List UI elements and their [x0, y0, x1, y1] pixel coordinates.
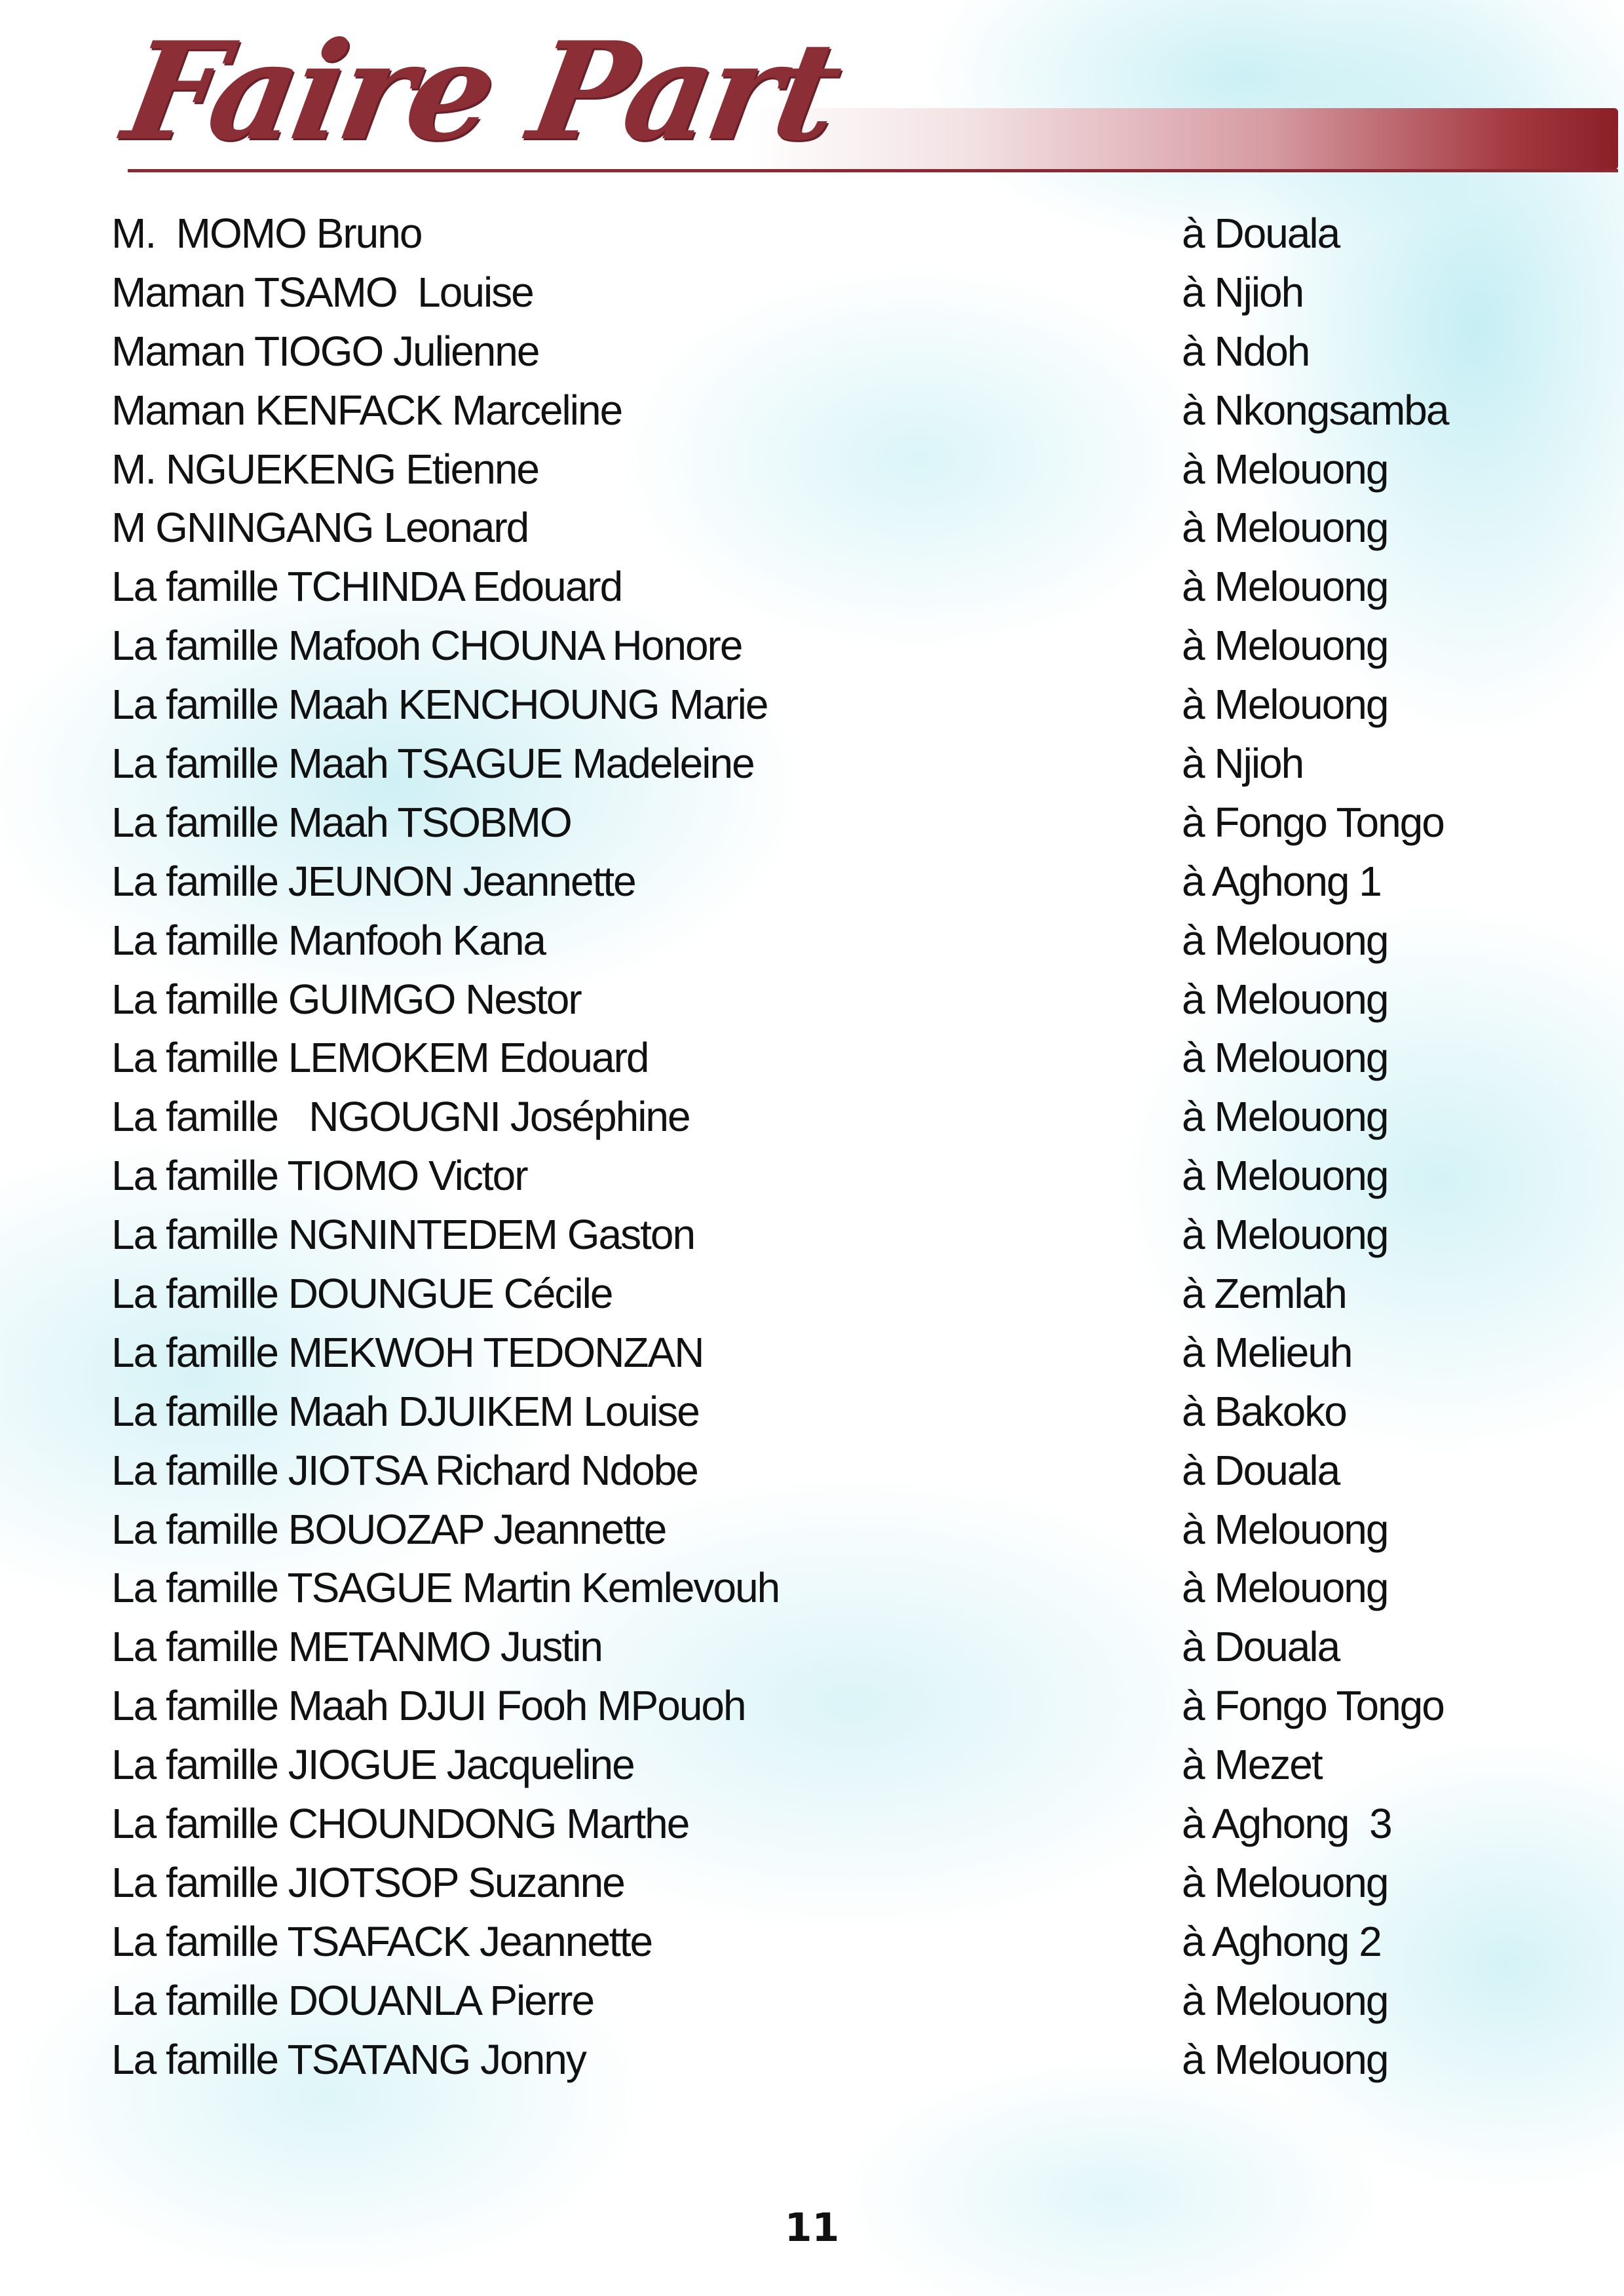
list-item	[111, 204, 1520, 263]
entry-name: La famille METANMO Justin	[111, 1623, 602, 1671]
entry-place: à Melouong	[1182, 1034, 1388, 1082]
list-item	[111, 1265, 1520, 1324]
list-item	[111, 1324, 1520, 1383]
entry-place: à Melouong	[1182, 975, 1388, 1023]
entry-name: La famille DOUANLA Pierre	[111, 1976, 594, 2024]
list-item	[111, 911, 1520, 970]
entry-name: La famille JIOTSOP Suzanne	[111, 1858, 624, 1906]
entry-name: La famille MEKWOH TEDONZAN	[111, 1328, 704, 1376]
list-item	[111, 970, 1520, 1029]
list-item	[111, 1147, 1520, 1206]
list-item	[111, 1854, 1520, 1913]
list-item	[111, 1795, 1520, 1854]
entry-name: Maman TSAMO Louise	[111, 268, 533, 316]
entry-place: à Bakoko	[1182, 1387, 1346, 1435]
list-item	[111, 2031, 1520, 2090]
list-item	[111, 1501, 1520, 1559]
entry-place: à Melouong	[1182, 1505, 1388, 1553]
header-gradient-bar	[747, 108, 1618, 170]
entry-place: à Zemlah	[1182, 1270, 1346, 1318]
list-item	[111, 676, 1520, 735]
list-item	[111, 617, 1520, 676]
entry-name: La famille TIOMO Victor	[111, 1152, 527, 1200]
entry-name: La famille GUIMGO Nestor	[111, 975, 581, 1023]
list-item	[111, 1442, 1520, 1501]
page-title: Faire Part	[113, 13, 849, 170]
entry-place: à Melouong	[1182, 681, 1388, 729]
entry-name: La famille TSATANG Jonny	[111, 2035, 586, 2083]
entry-place: à Aghong 1	[1182, 857, 1381, 905]
entry-place: à Douala	[1182, 210, 1340, 257]
list-item	[111, 1913, 1520, 1972]
entry-name: La famille Maah DJUIKEM Louise	[111, 1387, 699, 1435]
entry-place: à Melouong	[1182, 622, 1388, 670]
list-item	[111, 1088, 1520, 1147]
entry-name: La famille Maah DJUI Fooh MPouoh	[111, 1682, 746, 1730]
list-item	[111, 1677, 1520, 1736]
list-item	[111, 322, 1520, 381]
list-item	[111, 1736, 1520, 1795]
entry-name: La famille TCHINDA Edouard	[111, 563, 622, 611]
entry-name: La famille LEMOKEM Edouard	[111, 1034, 649, 1082]
entry-place: à Ndoh	[1182, 327, 1310, 375]
entry-place: à Douala	[1182, 1623, 1340, 1671]
list-item	[111, 1559, 1520, 1618]
entry-place: à Njioh	[1182, 268, 1304, 316]
entry-place: à Fongo Tongo	[1182, 1682, 1444, 1730]
entry-place: à Douala	[1182, 1446, 1340, 1494]
entry-name: La famille Maah TSAGUE Madeleine	[111, 740, 754, 788]
entry-place: à Fongo Tongo	[1182, 798, 1444, 846]
list-item	[111, 1618, 1520, 1677]
entry-name: La famille Maah KENCHOUNG Marie	[111, 681, 768, 729]
entry-place: à Njioh	[1182, 740, 1304, 788]
list-item	[111, 735, 1520, 794]
entry-place: à Melouong	[1182, 1211, 1388, 1259]
entry-name: M GNINGANG Leonard	[111, 504, 529, 552]
entry-place: à Aghong 2	[1182, 1917, 1381, 1965]
list-item	[111, 1029, 1520, 1088]
list-item	[111, 794, 1520, 852]
entry-name: M. MOMO Bruno	[111, 210, 422, 257]
entry-place: à Melouong	[1182, 1564, 1388, 1612]
entry-name: La famille TSAFACK Jeannette	[111, 1917, 652, 1965]
entry-place: à Melouong	[1182, 916, 1388, 964]
page-number: 11	[784, 2205, 840, 2251]
entry-place: à Melouong	[1182, 1093, 1388, 1141]
entry-name: La famille JIOGUE Jacqueline	[111, 1741, 634, 1789]
entry-name: Maman KENFACK Marceline	[111, 386, 622, 434]
entry-place: à Melouong	[1182, 445, 1388, 493]
list-item	[111, 1383, 1520, 1442]
entry-name: La famille BOUOZAP Jeannette	[111, 1505, 666, 1553]
list-item	[111, 558, 1520, 617]
entry-place: à Mezet	[1182, 1741, 1322, 1789]
list-item	[111, 852, 1520, 911]
entry-name: La famille JIOTSA Richard Ndobe	[111, 1446, 698, 1494]
condolence-list	[111, 204, 1520, 2090]
page-header	[0, 0, 1624, 197]
entry-place: à Aghong 3	[1182, 1800, 1391, 1848]
entry-name: La famille Mafooh CHOUNA Honore	[111, 622, 742, 670]
list-item	[111, 1972, 1520, 2031]
list-item	[111, 263, 1520, 322]
entry-name: La famille JEUNON Jeannette	[111, 857, 635, 905]
list-item	[111, 499, 1520, 558]
entry-place: à Nkongsamba	[1182, 386, 1448, 434]
entry-place: à Melouong	[1182, 2035, 1388, 2083]
list-item	[111, 440, 1520, 499]
list-item	[111, 1206, 1520, 1265]
entry-name: La famille Maah TSOBMO	[111, 798, 571, 846]
entry-place: à Melouong	[1182, 563, 1388, 611]
entry-name: La famille TSAGUE Martin Kemlevouh	[111, 1564, 780, 1612]
entry-name: La famille Manfooh Kana	[111, 916, 545, 964]
entry-name: Maman TIOGO Julienne	[111, 327, 539, 375]
entry-place: à Melieuh	[1182, 1328, 1352, 1376]
entry-name: La famille NGNINTEDEM Gaston	[111, 1211, 695, 1259]
entry-name: M. NGUEKENG Etienne	[111, 445, 538, 493]
entry-place: à Melouong	[1182, 1976, 1388, 2024]
entry-name: La famille NGOUGNI Joséphine	[111, 1093, 690, 1141]
entry-place: à Melouong	[1182, 504, 1388, 552]
entry-name: La famille CHOUNDONG Marthe	[111, 1800, 689, 1848]
entry-name: La famille DOUNGUE Cécile	[111, 1270, 613, 1318]
entry-place: à Melouong	[1182, 1152, 1388, 1200]
list-item	[111, 381, 1520, 440]
entry-place: à Melouong	[1182, 1858, 1388, 1906]
